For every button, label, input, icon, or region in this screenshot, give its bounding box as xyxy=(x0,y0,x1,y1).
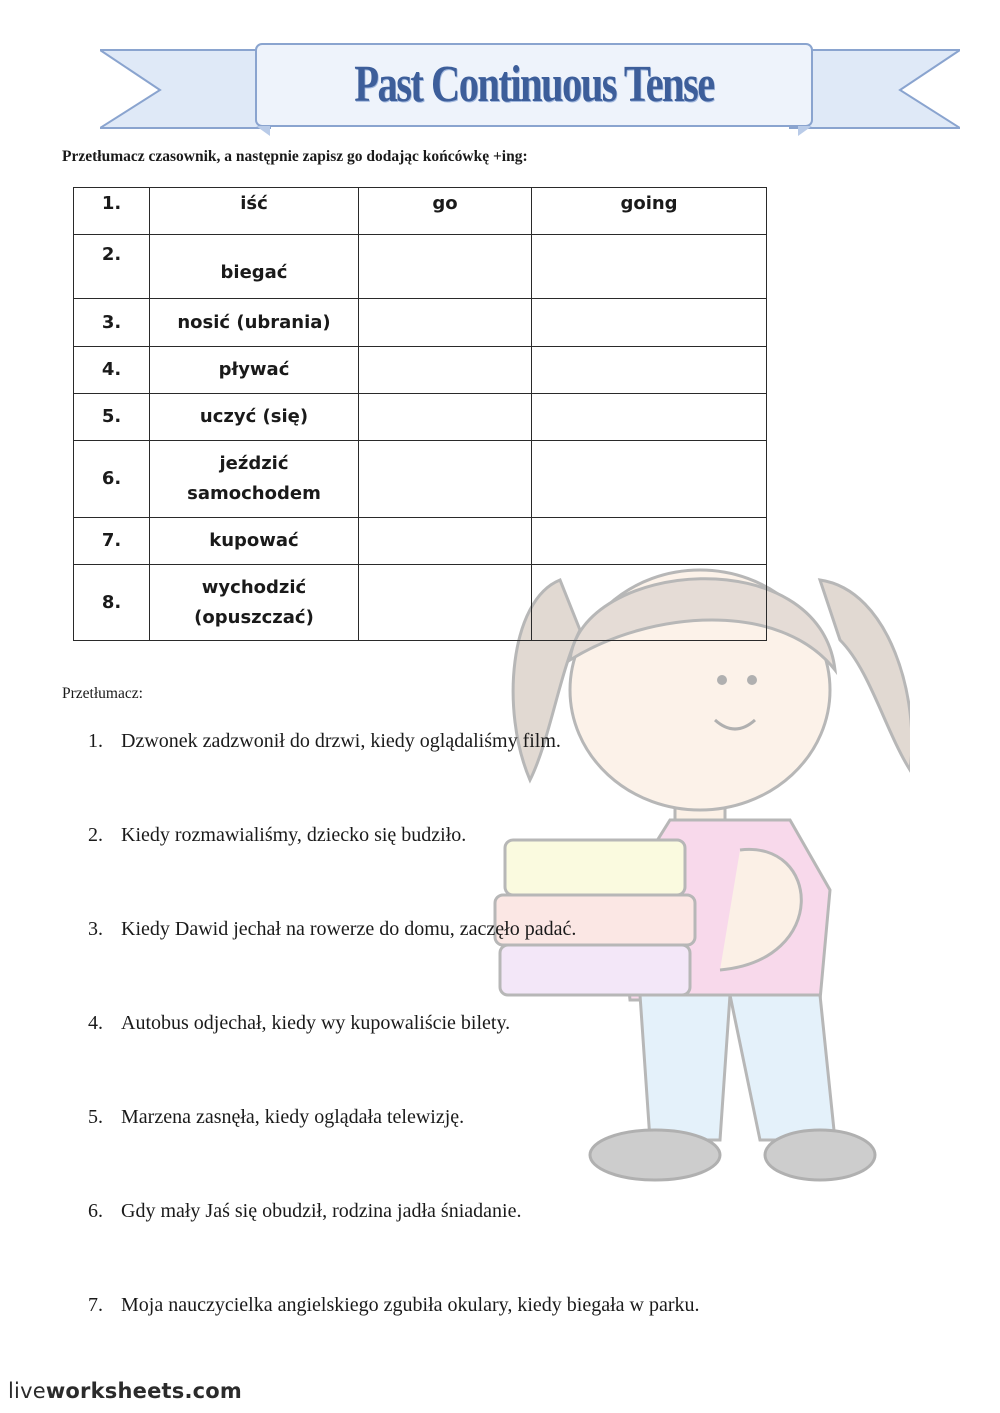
polish-verb: uczyć (się) xyxy=(150,394,359,441)
table-row xyxy=(74,235,767,299)
brand-suffix: .com xyxy=(184,1379,242,1403)
sentence-text: Dzwonek zadzwonił do drzwi, kiedy oglądaliśmy film. xyxy=(121,730,561,752)
table-row xyxy=(74,565,767,641)
sentence-number: 6. xyxy=(88,1200,103,1222)
table-row xyxy=(74,394,767,441)
table-row xyxy=(74,518,767,565)
row-number: 4. xyxy=(74,347,150,394)
list-item xyxy=(88,910,700,1004)
sentence-number: 4. xyxy=(88,1012,103,1034)
english-verb-input[interactable] xyxy=(359,441,532,518)
brand-bold: worksheets xyxy=(45,1379,185,1403)
row-number: 8. xyxy=(74,565,150,641)
ing-form-input[interactable] xyxy=(532,518,767,565)
english-verb[interactable]: go xyxy=(359,188,532,235)
list-item xyxy=(88,1192,700,1286)
english-verb-input[interactable] xyxy=(359,518,532,565)
polish-verb: biegać xyxy=(150,235,359,299)
translate-label: Przetłumacz: xyxy=(62,685,143,702)
sentence-list xyxy=(88,722,700,1380)
ing-form-input[interactable] xyxy=(532,347,767,394)
english-verb-input[interactable] xyxy=(359,347,532,394)
english-verb-input[interactable] xyxy=(359,394,532,441)
liveworksheets-logo[interactable] xyxy=(8,1379,242,1403)
list-item xyxy=(88,1004,700,1098)
sentence-text: Autobus odjechał, kiedy wy kupowaliście bilety. xyxy=(121,1012,511,1034)
sentence-text: Kiedy Dawid jechał na rowerze do domu, zaczęło padać. xyxy=(121,918,577,940)
table-row xyxy=(74,347,767,394)
list-item xyxy=(88,816,700,910)
sentence-text: Kiedy rozmawialiśmy, dziecko się budziło. xyxy=(121,824,467,846)
sentence-number: 7. xyxy=(88,1294,103,1316)
row-number: 2. xyxy=(74,235,150,299)
row-number: 7. xyxy=(74,518,150,565)
brand-light: live xyxy=(8,1379,46,1403)
table-row xyxy=(74,441,767,518)
list-item xyxy=(88,1098,700,1192)
verb-table xyxy=(73,187,767,641)
row-number: 3. xyxy=(74,299,150,347)
row-number: 1. xyxy=(74,188,150,235)
ing-form-input[interactable] xyxy=(532,394,767,441)
sentence-number: 2. xyxy=(88,824,103,846)
ing-form-input[interactable] xyxy=(532,299,767,347)
ing-form[interactable]: going xyxy=(532,188,767,235)
page-title: Past Continuous Tense xyxy=(354,55,714,113)
instruction-text: Przetłumacz czasownik, a następnie zapisz go dodając końcówkę +ing: xyxy=(62,148,528,165)
list-item xyxy=(88,1286,700,1380)
polish-verb: jeździć samochodem xyxy=(150,441,359,518)
polish-verb: iść xyxy=(150,188,359,235)
polish-verb: pływać xyxy=(150,347,359,394)
polish-verb: kupować xyxy=(150,518,359,565)
sentence-number: 3. xyxy=(88,918,103,940)
ing-form-input[interactable] xyxy=(532,565,767,641)
table-row xyxy=(74,188,767,235)
table-row xyxy=(74,299,767,347)
list-item xyxy=(88,722,700,816)
sentence-text: Gdy mały Jaś się obudził, rodzina jadła śniadanie. xyxy=(121,1200,522,1222)
sentence-number: 5. xyxy=(88,1106,103,1128)
polish-verb: nosić (ubrania) xyxy=(150,299,359,347)
english-verb-input[interactable] xyxy=(359,235,532,299)
row-number: 6. xyxy=(74,441,150,518)
ing-form-input[interactable] xyxy=(532,441,767,518)
ing-form-input[interactable] xyxy=(532,235,767,299)
english-verb-input[interactable] xyxy=(359,299,532,347)
sentence-text: Moja nauczycielka angielskiego zgubiła okulary, kiedy biegała w parku. xyxy=(121,1294,700,1316)
sentence-number: 1. xyxy=(88,730,103,752)
sentence-text: Marzena zasnęła, kiedy oglądała telewizję. xyxy=(121,1106,465,1128)
row-number: 5. xyxy=(74,394,150,441)
polish-verb: wychodzić (opuszczać) xyxy=(150,565,359,641)
english-verb-input[interactable] xyxy=(359,565,532,641)
